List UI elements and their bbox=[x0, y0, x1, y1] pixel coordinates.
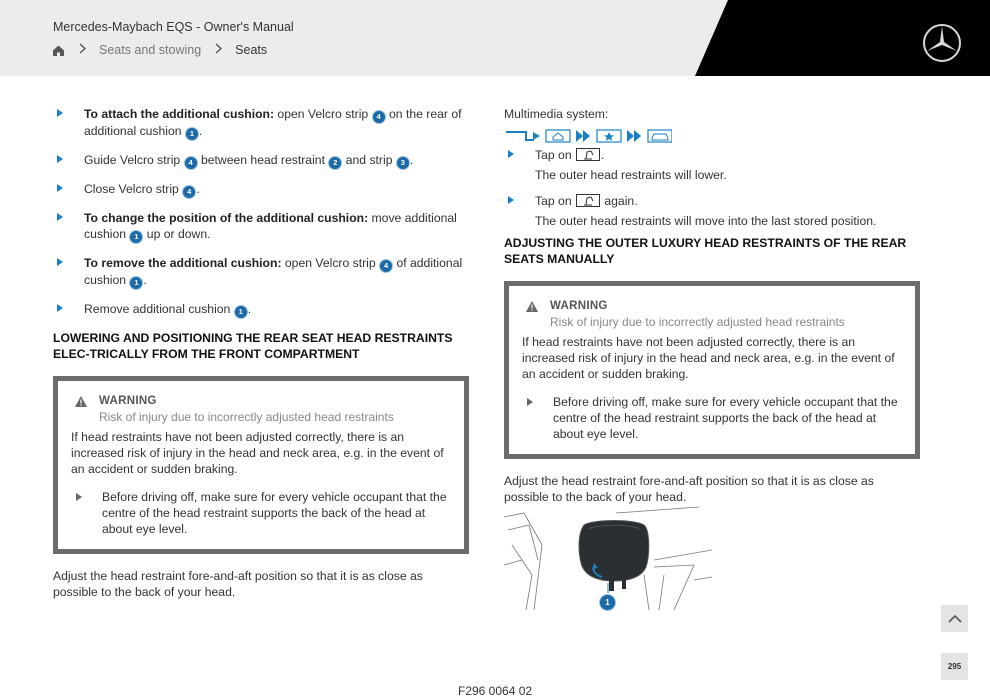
callout-number: 4 bbox=[185, 157, 197, 169]
multimedia-path bbox=[504, 128, 920, 144]
callout-number: 4 bbox=[380, 260, 392, 272]
arrow-bullet-icon bbox=[508, 196, 514, 204]
step-attach-cushion bbox=[53, 106, 469, 140]
arrow-bullet-icon bbox=[57, 213, 63, 221]
callout-number: 2 bbox=[329, 157, 341, 169]
warning-label: WARNING bbox=[99, 395, 157, 407]
arrow-bullet-icon bbox=[508, 150, 514, 158]
multimedia-path-icons bbox=[504, 129, 672, 143]
callout-number: 3 bbox=[397, 157, 409, 169]
callout-number: 1 bbox=[600, 595, 615, 610]
seat-icon[interactable] bbox=[576, 148, 600, 161]
warning-box bbox=[504, 281, 920, 459]
step-bold: To attach the additional cushion: bbox=[84, 107, 275, 121]
arrow-bullet-icon bbox=[57, 184, 63, 192]
step-text: . bbox=[143, 273, 147, 287]
scroll-to-top-button[interactable] bbox=[941, 605, 968, 632]
paragraph: Adjust the head restraint fore-and-aft position so that it is as close as possible to the back of your head. bbox=[504, 474, 874, 504]
step-text: Tap on bbox=[535, 194, 575, 208]
warning-text: If head restraints have not been adjusted correctly, there is an increased risk of injury in the head and neck area, e.g. in the event of an accident or sudden braking. bbox=[522, 335, 895, 381]
step-text: . bbox=[600, 148, 605, 162]
arrow-bullet-icon bbox=[527, 398, 533, 406]
chevron-right-icon bbox=[72, 43, 92, 57]
warning-bullet bbox=[522, 394, 901, 442]
step-text: Guide Velcro strip bbox=[84, 153, 184, 167]
step-text: Tap on bbox=[535, 148, 575, 162]
step-result: The outer head restraints will move into the last stored position. bbox=[535, 214, 877, 228]
warning-bullet bbox=[71, 489, 450, 537]
step-text: move additional cushion bbox=[84, 211, 457, 241]
chevron-right-icon bbox=[208, 43, 228, 57]
manual-title: Mercedes-Maybach EQS - Owner's Manual bbox=[53, 20, 294, 34]
step-text: . bbox=[409, 153, 414, 167]
arrow-bullet-icon bbox=[57, 109, 63, 117]
step-tap-again bbox=[504, 193, 920, 229]
step-bold: To remove the additional cushion: bbox=[84, 256, 282, 270]
step-result: The outer head restraints will lower. bbox=[535, 168, 727, 182]
seat-icon[interactable] bbox=[576, 194, 600, 207]
step-text: again. bbox=[600, 194, 638, 208]
callout-number: 1 bbox=[130, 231, 142, 243]
breadcrumb-link-seats-and-stowing[interactable]: Seats and stowing bbox=[99, 43, 202, 57]
arrow-bullet-icon bbox=[57, 304, 63, 312]
arrow-bullet-icon bbox=[57, 155, 63, 163]
step-text: Remove additional cushion bbox=[84, 302, 234, 316]
step-text: . bbox=[198, 124, 203, 138]
step-guide-velcro bbox=[53, 152, 469, 169]
step-bold: To change the position of the additional cushion: bbox=[84, 211, 369, 225]
page-number-button[interactable]: 295 bbox=[941, 653, 968, 680]
paragraph: Adjust the head restraint fore-and-aft position so that it is as close as possible to the back of your head. bbox=[53, 569, 423, 599]
callout-number: 1 bbox=[130, 277, 142, 289]
warning-box bbox=[53, 376, 469, 554]
header-brand-panel bbox=[695, 0, 990, 76]
arrow-bullet-icon bbox=[57, 258, 63, 266]
step-close-velcro bbox=[53, 181, 469, 198]
warning-triangle-icon bbox=[75, 396, 87, 407]
mercedes-star-icon bbox=[922, 23, 962, 63]
warning-bullet-text: Before driving off, make sure for every vehicle occupant that the centre of the head restraint supports the back of the head at about eye level. bbox=[102, 490, 447, 536]
callout-number: 1 bbox=[235, 306, 247, 318]
chevron-up-icon bbox=[948, 614, 962, 623]
step-text: Close Velcro strip bbox=[84, 182, 183, 196]
step-text: between head restraint bbox=[197, 153, 329, 167]
figure-caption: F296 0064 02 bbox=[458, 684, 533, 698]
warning-triangle-icon bbox=[526, 301, 538, 312]
warning-label: WARNING bbox=[550, 300, 608, 312]
step-change-position bbox=[53, 210, 469, 243]
multimedia-label: Multimedia system: bbox=[504, 107, 609, 121]
warning-text: If head restraints have not been adjusted correctly, there is an increased risk of injury in the head and neck area, e.g. in the event of an accident or sudden braking. bbox=[71, 430, 444, 476]
home-icon[interactable] bbox=[52, 44, 65, 57]
step-text: . bbox=[247, 302, 252, 316]
step-text: and strip bbox=[342, 153, 396, 167]
callout-number: 4 bbox=[373, 111, 385, 123]
step-text: open Velcro strip bbox=[274, 107, 372, 121]
arrow-bullet-icon bbox=[76, 493, 82, 501]
warning-header bbox=[71, 393, 450, 425]
step-remove-cushion bbox=[53, 255, 469, 289]
right-column bbox=[504, 106, 920, 517]
warning-subtitle: Risk of injury due to incorrectly adjusted head restraints bbox=[550, 315, 845, 329]
step-remove-cushion-final bbox=[53, 301, 469, 318]
left-column bbox=[53, 106, 469, 612]
step-text: up or down. bbox=[143, 227, 211, 241]
callout-number: 1 bbox=[186, 128, 198, 140]
warning-header bbox=[522, 298, 901, 330]
step-text: on the rear of additional cushion bbox=[84, 107, 462, 138]
figure-callout bbox=[599, 591, 616, 610]
section-heading: LOWERING AND POSITIONING THE REAR SEAT HEAD RESTRAINTS ELEC-TRICALLY FROM THE FRONT COMPARTMENT bbox=[53, 331, 453, 361]
callout-number: 4 bbox=[183, 186, 195, 198]
step-text: of additional cushion bbox=[84, 256, 463, 287]
section-heading: ADJUSTING THE OUTER LUXURY HEAD RESTRAINTS OF THE REAR SEATS MANUALLY bbox=[504, 236, 907, 266]
step-text: open Velcro strip bbox=[281, 256, 380, 270]
breadcrumb bbox=[52, 43, 267, 57]
warning-subtitle: Risk of injury due to incorrectly adjusted head restraints bbox=[99, 410, 394, 424]
warning-bullet-text: Before driving off, make sure for every vehicle occupant that the centre of the head restraint supports the back of the head at about eye level. bbox=[553, 395, 898, 441]
step-text: . bbox=[196, 182, 200, 196]
breadcrumb-current: Seats bbox=[235, 43, 268, 57]
step-tap-lower bbox=[504, 147, 920, 183]
header bbox=[0, 0, 990, 76]
